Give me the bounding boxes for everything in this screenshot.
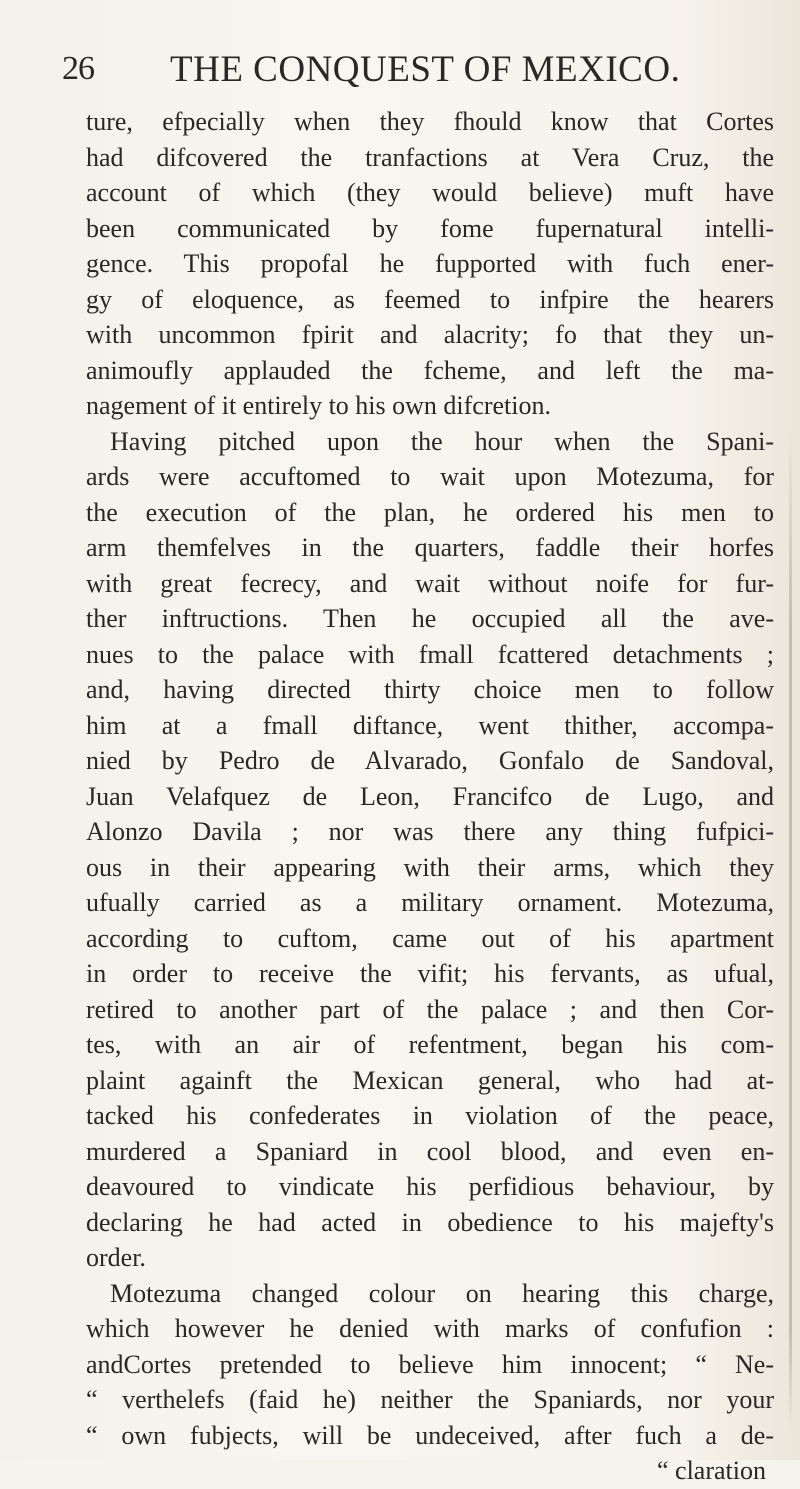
text-line: with great fecrecy, and wait without noife for fur- (86, 568, 774, 598)
text-line: animoufly applauded the fcheme, and left the ma- (86, 355, 774, 385)
paragraph-start-line: Motezuma changed colour on hearing this charge, (110, 1278, 774, 1308)
text-line: declaring he had acted in obedience to his majefty's (86, 1207, 774, 1237)
text-line: tes, with an air of refentment, began his com- (86, 1030, 774, 1059)
text-line: according to cuftom, came out of his apartment (86, 923, 774, 953)
text-line: with uncommon fpirit and alacrity; fo that they un- (86, 320, 774, 349)
text-line: him at a fmall diftance, went thither, accompa- (86, 710, 774, 740)
text-line: andCortes pretended to believe him innocent; “ Ne- (86, 1349, 774, 1379)
text-line: nues to the palace with fmall fcattered detachments ; (86, 639, 774, 669)
text-line: murdered a Spaniard in cool blood, and even en- (86, 1136, 774, 1166)
catchword-line: “ claration (657, 1456, 766, 1485)
page-edge-shadow (789, 430, 792, 1430)
text-line: gy of eloquence, as feemed to infpire the hearers (86, 284, 774, 314)
text-line: account of which (they would believe) muft have (86, 178, 774, 207)
text-line: deavoured to vindicate his perfidious behaviour, by (86, 1172, 774, 1201)
text-line: ufually carried as a military ornament. Motezuma, (86, 888, 774, 917)
text-line: ous in their appearing with their arms, which they (86, 852, 774, 882)
text-line: been communicated by fome fupernatural intelli- (86, 213, 774, 243)
text-line: ther inftructions. Then he occupied all the ave- (86, 604, 774, 633)
text-line: “ verthelefs (faid he) neither the Spaniards, nor your (86, 1385, 774, 1414)
body-text (86, 104, 774, 1489)
text-line: arm themfelves in the quarters, faddle their horfes (86, 533, 774, 562)
text-line: in order to receive the vifit; his fervants, as ufual, (86, 959, 774, 988)
running-title: THE CONQUEST OF MEXICO. (170, 49, 681, 90)
text-line: order. (86, 1243, 146, 1272)
text-line: nied by Pedro de Alvarado, Gonfalo de Sandoval, (86, 746, 774, 775)
text-line: had difcovered the tranfactions at Vera Cruz, the (86, 142, 774, 172)
text-line: which however he denied with marks of confufion : (86, 1314, 774, 1343)
text-line: tacked his confederates in violation of the peace, (86, 1101, 774, 1130)
text-line: nagement of it entirely to his own difcretion. (86, 391, 551, 420)
text-line: and, having directed thirty choice men to follow (86, 675, 774, 704)
text-line: Alonzo Davila ; nor was there any thing fufpici- (86, 817, 774, 846)
paragraph-start-line: Having pitched upon the hour when the Spani- (110, 426, 774, 456)
page-header (62, 44, 752, 104)
text-line: ture, efpecially when they fhould know that Cortes (86, 107, 774, 136)
page-number: 26 (62, 50, 94, 87)
text-line: ards were accuftomed to wait upon Motezuma, for (86, 462, 774, 491)
text-line: Juan Velafquez de Leon, Francifco de Lugo, and (86, 781, 774, 811)
text-line: the execution of the plan, he ordered his men to (86, 497, 774, 527)
text-line: “ own fubjects, will be undeceived, after fuch a de- (86, 1420, 774, 1450)
text-line: retired to another part of the palace ; and then Cor- (86, 994, 774, 1024)
text-line: plaint againft the Mexican general, who had at- (86, 1065, 774, 1095)
text-line: gence. This propofal he fupported with fuch ener- (86, 249, 774, 278)
